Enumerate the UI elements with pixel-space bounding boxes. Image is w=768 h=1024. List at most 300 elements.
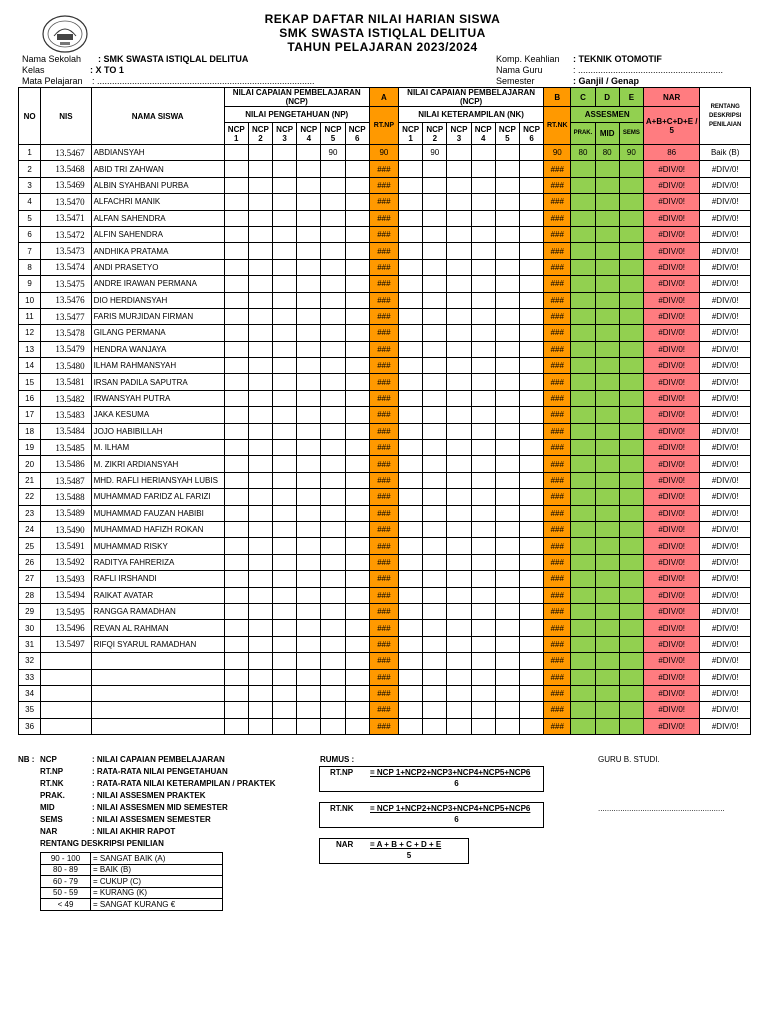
cell-np-ncp5 — [321, 194, 345, 210]
cell-np-ncp5 — [321, 210, 345, 226]
cell-sems — [619, 407, 643, 423]
cell-np-ncp6 — [345, 718, 369, 734]
cell-no: 5 — [19, 210, 41, 226]
cell-sems — [619, 194, 643, 210]
cell-sems — [619, 505, 643, 521]
cell-nk-ncp5 — [495, 177, 519, 193]
cell-sems — [619, 620, 643, 636]
cell-np-ncp6 — [345, 407, 369, 423]
cell-nk-ncp4 — [471, 194, 495, 210]
cell-name: ALFACHRI MANIK — [91, 194, 224, 210]
cell-np-ncp4 — [297, 390, 321, 406]
cell-nk-ncp3 — [447, 636, 471, 652]
col-nama: NAMA SISWA — [91, 88, 224, 145]
cell-nk-ncp1 — [399, 489, 423, 505]
cell-np-ncp2 — [248, 374, 272, 390]
cell-no: 26 — [19, 554, 41, 570]
cell-np-ncp6 — [345, 390, 369, 406]
cell-rtnk: ### — [544, 538, 571, 554]
cell-nk-ncp3 — [447, 325, 471, 341]
cell-desc: #DIV/0! — [700, 177, 751, 193]
cell-nk-ncp6 — [519, 226, 543, 242]
cell-nk-ncp5 — [495, 636, 519, 652]
cell-sems — [619, 440, 643, 456]
cell-np-ncp1 — [224, 440, 248, 456]
cell-np-ncp2 — [248, 620, 272, 636]
cell-prak — [571, 587, 595, 603]
cell-nar: #DIV/0! — [643, 669, 699, 685]
cell-np-ncp4 — [297, 456, 321, 472]
cell-desc: #DIV/0! — [700, 423, 751, 439]
cell-np-ncp4 — [297, 308, 321, 324]
table-row — [19, 407, 751, 423]
table-row — [19, 423, 751, 439]
cell-nk-ncp1 — [399, 145, 423, 161]
cell-nk-ncp3 — [447, 210, 471, 226]
cell-np-ncp5 — [321, 276, 345, 292]
cell-nk-ncp6 — [519, 620, 543, 636]
cell-rtnp: ### — [369, 702, 398, 718]
cell-nk-ncp6 — [519, 407, 543, 423]
cell-np-ncp2 — [248, 341, 272, 357]
cell-np-ncp3 — [273, 226, 297, 242]
cell-prak — [571, 226, 595, 242]
cell-np-ncp1 — [224, 308, 248, 324]
cell-np-ncp2 — [248, 472, 272, 488]
cell-nk-ncp4 — [471, 571, 495, 587]
cell-rtnp: ### — [369, 423, 398, 439]
col-np-ncp2: NCP 2 — [248, 123, 272, 145]
cell-np-ncp5 — [321, 177, 345, 193]
col-nk-ncp2: NCP 2 — [423, 123, 447, 145]
cell-nar: #DIV/0! — [643, 276, 699, 292]
cell-prak — [571, 259, 595, 275]
cell-np-ncp4 — [297, 702, 321, 718]
cell-name: RAFLI IRSHANDI — [91, 571, 224, 587]
cell-desc: #DIV/0! — [700, 505, 751, 521]
table-row — [19, 603, 751, 619]
cell-nk-ncp1 — [399, 341, 423, 357]
cell-no: 6 — [19, 226, 41, 242]
cell-np-ncp6 — [345, 440, 369, 456]
cell-nk-ncp6 — [519, 489, 543, 505]
cell-nk-ncp5 — [495, 489, 519, 505]
cell-name — [91, 718, 224, 734]
range-desc: = CUKUP (C) — [91, 876, 223, 888]
cell-nis: 13.5482 — [41, 390, 91, 406]
cell-np-ncp5 — [321, 226, 345, 242]
cell-prak — [571, 571, 595, 587]
cell-rtnk: ### — [544, 390, 571, 406]
cell-nk-ncp6 — [519, 423, 543, 439]
range-value: 80 - 89 — [41, 864, 91, 876]
cell-nk-ncp3 — [447, 489, 471, 505]
cell-prak — [571, 456, 595, 472]
cell-nk-ncp6 — [519, 571, 543, 587]
cell-prak — [571, 161, 595, 177]
cell-np-ncp4 — [297, 521, 321, 537]
cell-rtnk: ### — [544, 407, 571, 423]
cell-nk-ncp1 — [399, 243, 423, 259]
cell-np-ncp6 — [345, 538, 369, 554]
cell-desc: #DIV/0! — [700, 571, 751, 587]
cell-np-ncp4 — [297, 341, 321, 357]
cell-nk-ncp4 — [471, 308, 495, 324]
cell-name: MUHAMMAD FAUZAN HABIBI — [91, 505, 224, 521]
legend-item — [40, 778, 276, 790]
cell-nk-ncp5 — [495, 259, 519, 275]
legend-item — [40, 814, 211, 826]
cell-mid — [595, 177, 619, 193]
cell-nk-ncp4 — [471, 456, 495, 472]
cell-np-ncp1 — [224, 210, 248, 226]
cell-no: 11 — [19, 308, 41, 324]
formula-rtnk-denominator: 6 — [454, 815, 459, 824]
cell-nk-ncp4 — [471, 702, 495, 718]
table-row — [19, 472, 751, 488]
cell-rtnk: ### — [544, 685, 571, 701]
cell-np-ncp1 — [224, 571, 248, 587]
cell-desc: #DIV/0! — [700, 603, 751, 619]
legend-key: RT.NK — [40, 779, 64, 788]
cell-nk-ncp1 — [399, 685, 423, 701]
cell-nis: 13.5493 — [41, 571, 91, 587]
cell-prak — [571, 341, 595, 357]
cell-nis: 13.5473 — [41, 243, 91, 259]
table-row — [19, 161, 751, 177]
cell-np-ncp4 — [297, 718, 321, 734]
cell-nk-ncp1 — [399, 554, 423, 570]
table-row — [19, 702, 751, 718]
cell-rtnp: ### — [369, 521, 398, 537]
legend-key: PRAK. — [40, 791, 65, 800]
cell-np-ncp3 — [273, 653, 297, 669]
legend-value: : NILAI ASSESMEN SEMESTER — [92, 815, 211, 824]
cell-np-ncp1 — [224, 407, 248, 423]
cell-nk-ncp1 — [399, 718, 423, 734]
col-np-ncp4: NCP 4 — [297, 123, 321, 145]
cell-nis: 13.5475 — [41, 276, 91, 292]
cell-desc: #DIV/0! — [700, 489, 751, 505]
cell-sems — [619, 177, 643, 193]
range-desc: = KURANG (K) — [91, 887, 223, 899]
cell-prak — [571, 292, 595, 308]
range-table — [40, 852, 223, 911]
cell-np-ncp3 — [273, 440, 297, 456]
cell-nk-ncp1 — [399, 358, 423, 374]
cell-desc: #DIV/0! — [700, 702, 751, 718]
table-row — [19, 685, 751, 701]
cell-no: 25 — [19, 538, 41, 554]
cell-prak — [571, 554, 595, 570]
cell-no: 35 — [19, 702, 41, 718]
cell-nk-ncp4 — [471, 177, 495, 193]
cell-rtnp: ### — [369, 325, 398, 341]
cell-nis: 13.5471 — [41, 210, 91, 226]
cell-nk-ncp1 — [399, 538, 423, 554]
signature-line: ......................................................... — [598, 804, 725, 813]
cell-rtnk: ### — [544, 325, 571, 341]
col-np-ncp3: NCP 3 — [273, 123, 297, 145]
cell-nk-ncp3 — [447, 603, 471, 619]
cell-nk-ncp4 — [471, 276, 495, 292]
cell-nar: #DIV/0! — [643, 653, 699, 669]
cell-nk-ncp4 — [471, 489, 495, 505]
cell-np-ncp1 — [224, 259, 248, 275]
cell-rtnk: ### — [544, 554, 571, 570]
cell-no: 13 — [19, 341, 41, 357]
cell-mid — [595, 521, 619, 537]
cell-np-ncp1 — [224, 325, 248, 341]
cell-np-ncp2 — [248, 718, 272, 734]
cell-np-ncp4 — [297, 161, 321, 177]
cell-nk-ncp1 — [399, 636, 423, 652]
cell-np-ncp3 — [273, 292, 297, 308]
cell-no: 1 — [19, 145, 41, 161]
formula-rtnp — [319, 766, 544, 792]
cell-rtnk: ### — [544, 587, 571, 603]
cell-rtnk: ### — [544, 472, 571, 488]
cell-sems — [619, 685, 643, 701]
cell-rtnk: ### — [544, 653, 571, 669]
cell-desc: #DIV/0! — [700, 653, 751, 669]
cell-nk-ncp2 — [423, 390, 447, 406]
cell-nk-ncp2 — [423, 653, 447, 669]
cell-rtnp: ### — [369, 603, 398, 619]
cell-np-ncp6 — [345, 571, 369, 587]
signature-title: GURU B. STUDI. — [598, 755, 660, 764]
table-row — [19, 587, 751, 603]
cell-rtnp: ### — [369, 308, 398, 324]
cell-no: 28 — [19, 587, 41, 603]
cell-name: ALFAN SAHENDRA — [91, 210, 224, 226]
legend-value: : NILAI ASSESMEN MID SEMESTER — [92, 803, 228, 812]
cell-desc: #DIV/0! — [700, 390, 751, 406]
info-kelas: Kelas : X TO 1 — [22, 65, 124, 75]
cell-mid — [595, 243, 619, 259]
col-np: NILAI PENGETAHUAN (NP) — [224, 107, 369, 123]
cell-rtnk: ### — [544, 603, 571, 619]
cell-desc: #DIV/0! — [700, 341, 751, 357]
cell-nk-ncp2 — [423, 603, 447, 619]
cell-sems — [619, 718, 643, 734]
cell-np-ncp5 — [321, 407, 345, 423]
cell-nk-ncp3 — [447, 407, 471, 423]
cell-no: 30 — [19, 620, 41, 636]
cell-nk-ncp5 — [495, 161, 519, 177]
grade-table — [18, 87, 751, 735]
cell-np-ncp4 — [297, 210, 321, 226]
cell-np-ncp6 — [345, 456, 369, 472]
cell-nk-ncp2 — [423, 292, 447, 308]
doc-title-3: TAHUN PELAJARAN 2023/2024 — [287, 40, 478, 54]
cell-nk-ncp4 — [471, 292, 495, 308]
cell-nis: 13.5485 — [41, 440, 91, 456]
cell-no: 9 — [19, 276, 41, 292]
formula-rtnp-label: RT.NP — [330, 768, 354, 777]
cell-mid — [595, 636, 619, 652]
cell-sems — [619, 226, 643, 242]
cell-rtnk: ### — [544, 358, 571, 374]
cell-nar: #DIV/0! — [643, 374, 699, 390]
cell-np-ncp5 — [321, 587, 345, 603]
cell-np-ncp4 — [297, 276, 321, 292]
cell-rtnk: ### — [544, 521, 571, 537]
cell-np-ncp2 — [248, 407, 272, 423]
info-semester: Semester : Ganjil / Genap — [496, 76, 640, 86]
cell-nk-ncp2 — [423, 636, 447, 652]
cell-name: ILHAM RAHMANSYAH — [91, 358, 224, 374]
cell-np-ncp2 — [248, 521, 272, 537]
cell-np-ncp2 — [248, 358, 272, 374]
cell-np-ncp2 — [248, 243, 272, 259]
cell-nk-ncp1 — [399, 669, 423, 685]
cell-nk-ncp2 — [423, 587, 447, 603]
cell-nk-ncp6 — [519, 308, 543, 324]
cell-np-ncp4 — [297, 571, 321, 587]
cell-prak — [571, 538, 595, 554]
cell-nk-ncp1 — [399, 702, 423, 718]
cell-rtnp: ### — [369, 341, 398, 357]
cell-no: 31 — [19, 636, 41, 652]
cell-rtnk: ### — [544, 505, 571, 521]
cell-np-ncp4 — [297, 243, 321, 259]
cell-nis: 13.5496 — [41, 620, 91, 636]
cell-prak — [571, 276, 595, 292]
cell-nk-ncp6 — [519, 472, 543, 488]
cell-name: MUHAMMAD HAFIZH ROKAN — [91, 521, 224, 537]
legend-item — [40, 826, 175, 838]
cell-sems — [619, 325, 643, 341]
cell-no: 10 — [19, 292, 41, 308]
cell-nk-ncp2 — [423, 456, 447, 472]
cell-nk-ncp1 — [399, 210, 423, 226]
cell-mid — [595, 702, 619, 718]
cell-mid — [595, 210, 619, 226]
table-row — [19, 374, 751, 390]
cell-nis: 13.5472 — [41, 226, 91, 242]
cell-nk-ncp6 — [519, 145, 543, 161]
cell-desc: #DIV/0! — [700, 440, 751, 456]
cell-rtnk: ### — [544, 440, 571, 456]
cell-nk-ncp4 — [471, 472, 495, 488]
cell-sems — [619, 653, 643, 669]
cell-np-ncp4 — [297, 669, 321, 685]
cell-mid — [595, 554, 619, 570]
table-row — [19, 521, 751, 537]
legend-item — [40, 802, 228, 814]
cell-np-ncp3 — [273, 243, 297, 259]
cell-np-ncp1 — [224, 456, 248, 472]
legend-key: RT.NP — [40, 767, 64, 776]
cell-nar: #DIV/0! — [643, 603, 699, 619]
cell-nk-ncp3 — [447, 571, 471, 587]
col-nk-ncp6: NCP 6 — [519, 123, 543, 145]
cell-rtnp: 90 — [369, 145, 398, 161]
cell-nk-ncp1 — [399, 161, 423, 177]
cell-np-ncp5 — [321, 571, 345, 587]
cell-name: ABDIANSYAH — [91, 145, 224, 161]
cell-rtnk: ### — [544, 259, 571, 275]
cell-np-ncp3 — [273, 702, 297, 718]
cell-nk-ncp2 — [423, 702, 447, 718]
cell-np-ncp6 — [345, 358, 369, 374]
legend-item — [40, 766, 228, 778]
cell-name: M. ZIKRI ARDIANSYAH — [91, 456, 224, 472]
cell-np-ncp6 — [345, 374, 369, 390]
cell-np-ncp1 — [224, 226, 248, 242]
cell-np-ncp6 — [345, 423, 369, 439]
cell-rtnp: ### — [369, 161, 398, 177]
cell-nis: 13.5469 — [41, 177, 91, 193]
cell-nk-ncp3 — [447, 292, 471, 308]
col-nar-formula: A+B+C+D+E / 5 — [643, 107, 699, 145]
cell-desc: #DIV/0! — [700, 669, 751, 685]
col-ncp-np-group: NILAI CAPAIAN PEMBELAJARAN (NCP) — [224, 88, 369, 107]
cell-nk-ncp3 — [447, 308, 471, 324]
cell-nk-ncp5 — [495, 685, 519, 701]
legend-item — [40, 754, 225, 766]
cell-np-ncp1 — [224, 669, 248, 685]
cell-sems — [619, 374, 643, 390]
cell-np-ncp1 — [224, 161, 248, 177]
cell-nk-ncp6 — [519, 177, 543, 193]
cell-nk-ncp1 — [399, 505, 423, 521]
cell-np-ncp1 — [224, 341, 248, 357]
table-row — [19, 718, 751, 734]
cell-nis: 13.5479 — [41, 341, 91, 357]
cell-nar: #DIV/0! — [643, 456, 699, 472]
cell-sems — [619, 702, 643, 718]
formula-rtnk-label: RT.NK — [330, 804, 354, 813]
info-guru: Nama Guru : .......................................................... — [496, 65, 724, 75]
cell-nk-ncp2 — [423, 226, 447, 242]
cell-np-ncp3 — [273, 685, 297, 701]
cell-nar: #DIV/0! — [643, 702, 699, 718]
cell-nar: #DIV/0! — [643, 718, 699, 734]
cell-rtnp: ### — [369, 620, 398, 636]
cell-nk-ncp6 — [519, 636, 543, 652]
cell-nis: 13.5497 — [41, 636, 91, 652]
legend-value: : NILAI CAPAIAN PEMBELAJARAN — [92, 755, 225, 764]
table-row — [19, 341, 751, 357]
cell-nar: #DIV/0! — [643, 341, 699, 357]
cell-np-ncp2 — [248, 226, 272, 242]
cell-nar: #DIV/0! — [643, 620, 699, 636]
cell-rtnk: ### — [544, 571, 571, 587]
table-row — [19, 210, 751, 226]
cell-np-ncp1 — [224, 374, 248, 390]
cell-np-ncp5 — [321, 440, 345, 456]
cell-np-ncp1 — [224, 423, 248, 439]
cell-np-ncp6 — [345, 702, 369, 718]
cell-rtnk: ### — [544, 374, 571, 390]
cell-np-ncp3 — [273, 472, 297, 488]
cell-nk-ncp2 — [423, 620, 447, 636]
cell-np-ncp3 — [273, 308, 297, 324]
cell-no: 8 — [19, 259, 41, 275]
cell-np-ncp3 — [273, 538, 297, 554]
col-rtnk: RT.NK — [544, 107, 571, 145]
cell-np-ncp6 — [345, 210, 369, 226]
cell-nis — [41, 702, 91, 718]
cell-np-ncp3 — [273, 554, 297, 570]
cell-np-ncp6 — [345, 505, 369, 521]
cell-no: 12 — [19, 325, 41, 341]
cell-no: 18 — [19, 423, 41, 439]
cell-desc: #DIV/0! — [700, 374, 751, 390]
cell-sems — [619, 489, 643, 505]
